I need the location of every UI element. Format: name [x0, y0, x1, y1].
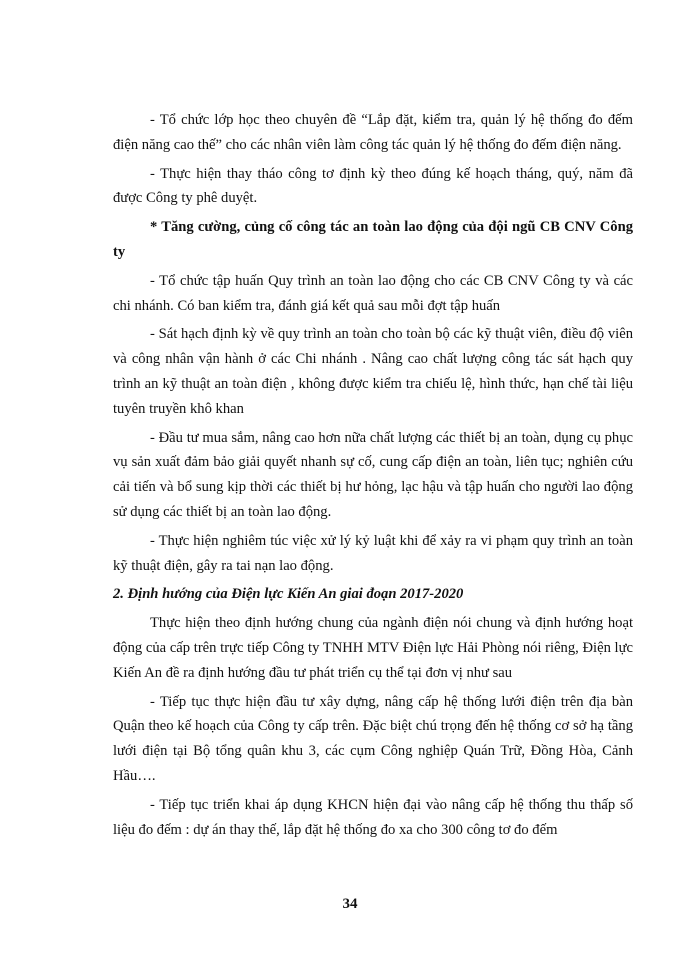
paragraph-safety-exam: - Sát hạch định kỳ về quy trình an toàn cho toàn bộ các kỹ thuật viên, điều độ viên và công nhân vận hành ở các Chi nhánh . Nâng cao chất lượng công tác sát hạch quy trình an kỹ thuật an toàn điện , không được kiểm tra chiếu lệ, hình thức, hạn chế tài liệu tuyên truyền khô khan [113, 326, 633, 417]
section-title-orientation: 2. Định hướng của Điện lực Kiến An giai đoạn 2017-2020 [113, 586, 464, 603]
paragraph-safety-training: - Tổ chức tập huấn Quy trình an toàn lao động cho các CB CNV Công ty và các chi nhánh. Có ban kiểm tra, đánh giá kết quả sau mỗi đợt tập huấn [113, 272, 633, 314]
paragraph-grid-investment: - Tiếp tục thực hiện đầu tư xây dựng, nâng cấp hệ thống lưới điện trên địa bàn Quận theo kế hoạch của Công ty cấp trên. Đặc biệt chú trọng đến hệ thống cơ sở hạ tầng lưới điện tại Bộ tổng quân khu 3, các cụm Công nghiệp Quán Trữ, Đồng Hòa, Cảnh Hầu…. [113, 693, 633, 784]
page-number: 34 [342, 896, 358, 912]
heading-safety: * Tăng cường, củng cố công tác an toàn lao động của đội ngũ CB CNV Công ty [113, 219, 633, 260]
paragraph-meter-replacement: - Thực hiện thay tháo công tơ định kỳ theo đúng kế hoạch tháng, quý, năm đã được Công ty phê duyệt. [113, 165, 633, 207]
paragraph-training-course: - Tổ chức lớp học theo chuyên đề “Lắp đặt, kiểm tra, quản lý hệ thống đo đếm điện năng cao thế” cho các nhân viên làm công tác quản lý hệ thống đo đếm điện năng. [113, 112, 633, 153]
paragraph-equipment-investment: - Đầu tư mua sắm, nâng cao hơn nữa chất lượng các thiết bị an toàn, dụng cụ phục vụ sản xuất đảm bảo giải quyết nhanh sự cố, cung cấp điện an toàn, liên tục; nghiên cứu cải tiến và bổ sung kịp thời các thiết bị hư hỏng, lạc hậu và tập huấn cho người lao động sử dụng các thiết bị an toàn lao động. [113, 429, 633, 520]
document-body [113, 108, 633, 846]
paragraph-orientation-intro: Thực hiện theo định hướng chung của ngành điện nói chung và định hướng hoạt động của cấp trên trực tiếp Công ty TNHH MTV Điện lực Hải Phòng nói riêng, Điện lực Kiến An đề ra định hướng đầu tư phát triển cụ thể tại đơn vị như sau [113, 615, 633, 681]
paragraph-discipline: - Thực hiện nghiêm túc việc xử lý kỷ luật khi để xảy ra vi phạm quy trình an toàn kỹ thuật điện, gây ra tai nạn lao động. [113, 532, 633, 574]
paragraph-technology: - Tiếp tục triển khai áp dụng KHCN hiện đại vào nâng cấp hệ thống thu thấp số liệu đo đếm : dự án thay thế, lắp đặt hệ thống đo xa cho 300 công tơ đo đếm [113, 796, 633, 838]
